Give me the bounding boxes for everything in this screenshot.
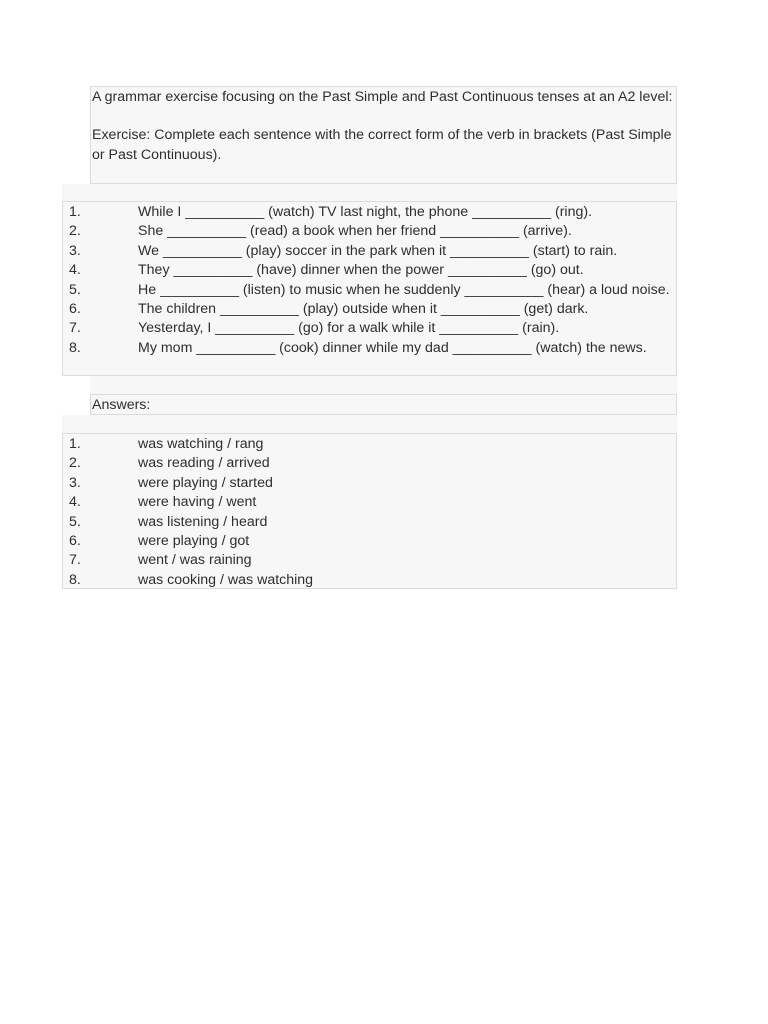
section-spacer — [90, 376, 677, 394]
answer-item — [63, 435, 676, 454]
answer-text: were playing / got — [138, 533, 250, 550]
question-item — [63, 222, 676, 241]
question-text: My mom __________ (cook) dinner while my dad __________ (watch) the news. — [138, 339, 647, 356]
answer-text: was watching / rang — [138, 436, 264, 452]
answers-heading-section — [90, 394, 677, 415]
answer-number: 3. — [69, 474, 81, 491]
answer-item — [63, 571, 676, 590]
question-item — [63, 281, 676, 300]
section-spacer — [62, 415, 677, 433]
answer-number: 6. — [69, 533, 81, 550]
question-text: While I __________ (watch) TV last night, the phone __________ (ring). — [138, 204, 593, 220]
question-text: We __________ (play) soccer in the park when it __________ (start) to rain. — [138, 242, 618, 259]
exercise-question-list — [62, 201, 677, 376]
question-number: 5. — [69, 281, 81, 298]
answer-number: 7. — [69, 552, 81, 569]
answer-text: were having / went — [138, 494, 257, 511]
question-text: She __________ (read) a book when her friend __________ (arrive). — [138, 223, 572, 240]
answer-item — [63, 454, 676, 473]
answer-number: 1. — [69, 436, 81, 452]
answer-text: was reading / arrived — [138, 455, 270, 472]
question-text: The children __________ (play) outside when it __________ (get) dark. — [138, 301, 589, 318]
answers-heading: Answers: — [92, 397, 151, 413]
answer-item — [63, 474, 676, 493]
answer-text: went / was raining — [138, 552, 252, 569]
answer-number: 4. — [69, 494, 81, 511]
answer-list — [62, 433, 677, 589]
question-item — [63, 300, 676, 319]
answer-item — [63, 493, 676, 512]
answer-number: 2. — [69, 455, 81, 472]
question-item — [63, 319, 676, 338]
question-text: They __________ (have) dinner when the power __________ (go) out. — [138, 262, 584, 279]
answer-item — [63, 513, 676, 532]
question-number: 2. — [69, 223, 81, 240]
question-text: Yesterday, I __________ (go) for a walk while it __________ (rain). — [138, 320, 560, 337]
answer-text: was cooking / was watching — [138, 571, 314, 588]
question-number: 8. — [69, 339, 81, 356]
question-item — [63, 203, 676, 222]
exercise-instructions: Exercise: Complete each sentence with the correct form of the verb in brackets (Past Simple or Past Continuous). — [92, 127, 672, 163]
intro-section — [90, 86, 677, 184]
question-text: He __________ (listen) to music when he suddenly __________ (hear) a loud noise. — [138, 281, 670, 298]
question-item — [63, 339, 676, 358]
question-number: 7. — [69, 320, 81, 337]
answer-item — [63, 551, 676, 570]
answer-text: was listening / heard — [138, 513, 268, 530]
answer-number: 8. — [69, 571, 81, 588]
answer-number: 5. — [69, 513, 81, 530]
intro-description: A grammar exercise focusing on the Past Simple and Past Continuous tenses at an A2 level: — [92, 89, 673, 105]
question-item — [63, 261, 676, 280]
section-spacer — [62, 184, 677, 201]
question-number: 4. — [69, 262, 81, 279]
question-number: 3. — [69, 242, 81, 259]
answer-item — [63, 532, 676, 551]
answer-text: were playing / started — [138, 474, 273, 491]
question-number: 1. — [69, 204, 81, 220]
question-number: 6. — [69, 301, 81, 318]
question-item — [63, 242, 676, 261]
